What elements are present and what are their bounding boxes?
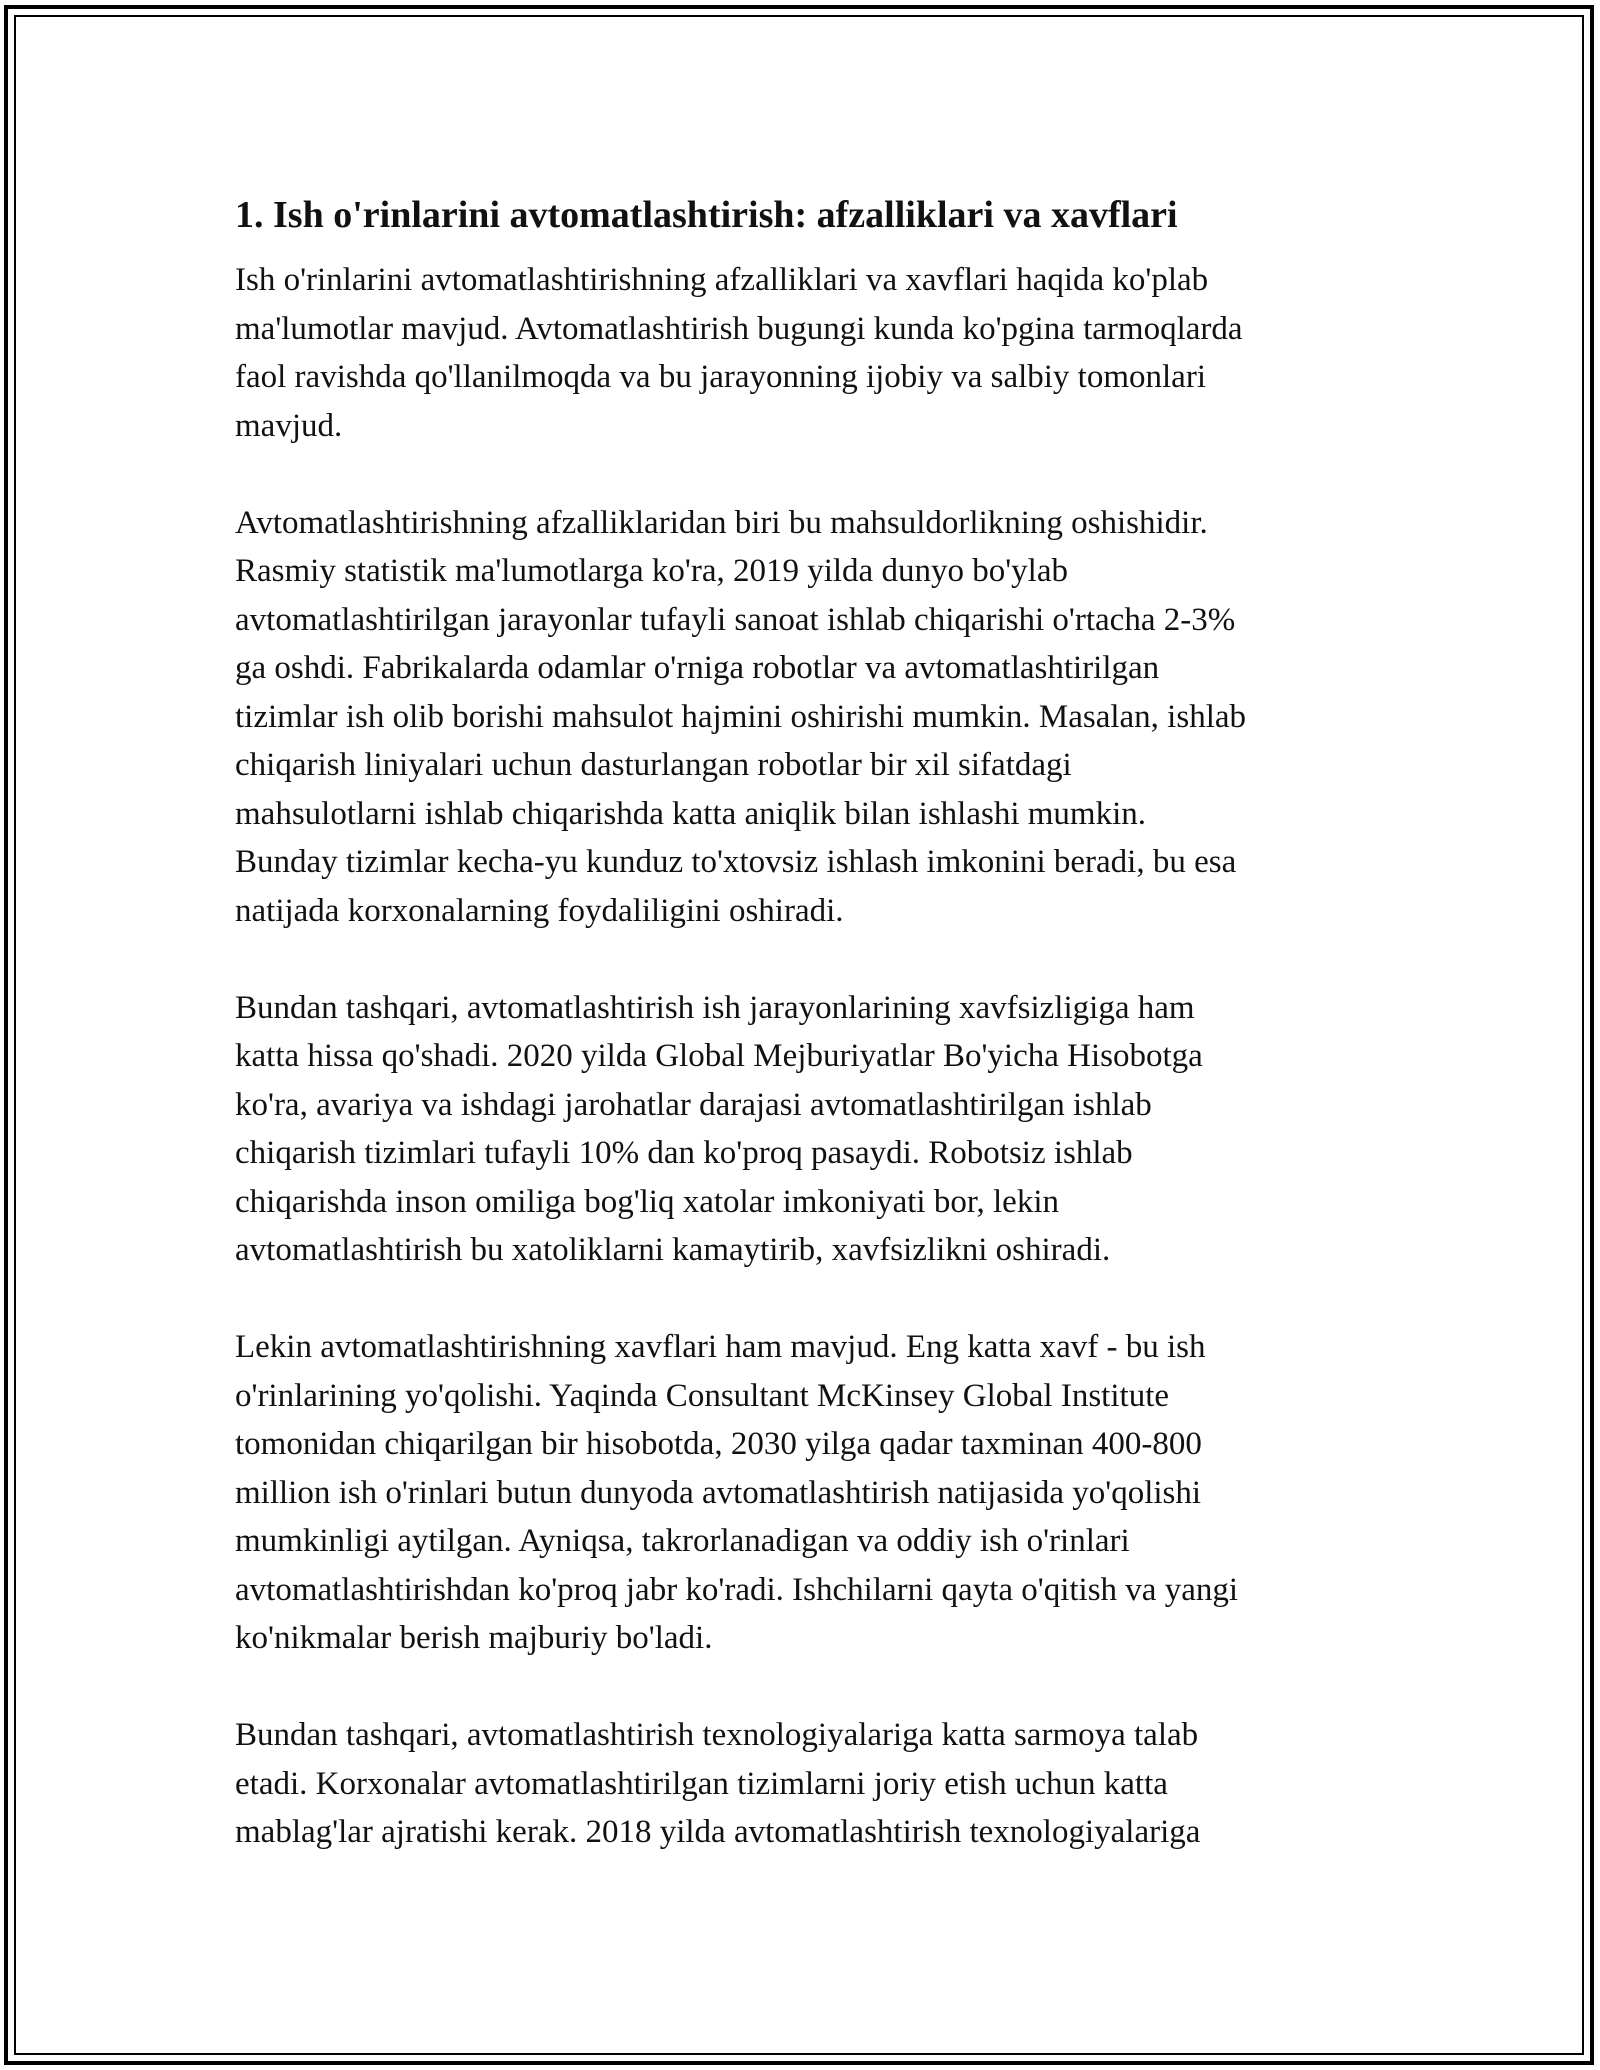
text-line: faol ravishda qo'llanilmoqda va bu jarayonning ijobiy va salbiy tomonlari bbox=[235, 359, 1206, 395]
text-line: Bunday tizimlar kecha-yu kunduz to'xtovsiz ishlash imkonini beradi, bu esa bbox=[235, 844, 1237, 880]
paragraph-safety bbox=[235, 984, 1375, 1275]
text-line: mavjud. bbox=[235, 407, 343, 444]
text-line: ko'ra, avariya va ishdagi jarohatlar darajasi avtomatlashtirilgan ishlab bbox=[235, 1086, 1152, 1123]
document-body bbox=[235, 190, 1375, 1905]
text-line: Avtomatlashtirishning afzalliklaridan biri bu mahsuldorlikning oshishidir. bbox=[235, 504, 1208, 541]
text-line: avtomatlashtirish bu xatoliklarni kamaytirib, xavfsizlikni oshiradi. bbox=[235, 1232, 1111, 1268]
text-line: ga oshdi. Fabrikalarda odamlar o'rniga robotlar va avtomatlashtirilgan bbox=[235, 650, 1160, 686]
text-line: chiqarish liniyalari uchun dasturlangan robotlar bir xil sifatdagi bbox=[235, 747, 1072, 783]
text-line: tomonidan chiqarilgan bir hisobotda, 2030 yilga qadar taxminan 400-800 bbox=[235, 1426, 1202, 1462]
text-line: mablag'lar ajratishi kerak. 2018 yilda avtomatlashtirish texnologiyalariga bbox=[235, 1814, 1201, 1850]
text-line: avtomatlashtirilgan jarayonlar tufayli sanoat ishlab chiqarishi o'rtacha 2-3% bbox=[235, 601, 1236, 638]
paragraph-investment bbox=[235, 1711, 1375, 1857]
text-line: Rasmiy statistik ma'lumotlarga ko'ra, 2019 yilda dunyo bo'ylab bbox=[235, 553, 1068, 589]
text-line: million ish o'rinlari butun dunyoda avtomatlashtirish natijasida yo'qolishi bbox=[235, 1474, 1202, 1511]
text-line: Bundan tashqari, avtomatlashtirish texnologiyalariga katta sarmoya talab bbox=[235, 1717, 1199, 1753]
text-line: natijada korxonalarning foydaliligini oshiradi. bbox=[235, 892, 844, 929]
text-line: Lekin avtomatlashtirishning xavflari ham mavjud. Eng katta xavf - bu ish bbox=[235, 1329, 1206, 1365]
text-line: ko'nikmalar berish majburiy bo'ladi. bbox=[235, 1620, 713, 1656]
text-line: ma'lumotlar mavjud. Avtomatlashtirish bugungi kunda ko'pgina tarmoqlarda bbox=[235, 310, 1243, 347]
paragraph-risks bbox=[235, 1323, 1375, 1663]
text-line: Bundan tashqari, avtomatlashtirish ish jarayonlarining xavfsizligiga ham bbox=[235, 989, 1195, 1026]
text-line: katta hissa qo'shadi. 2020 yilda Global Mejburiyatlar Bo'yicha Hisobotga bbox=[235, 1038, 1203, 1074]
text-line: mumkinligi aytilgan. Ayniqsa, takrorlanadigan va oddiy ish o'rinlari bbox=[235, 1523, 1130, 1559]
text-line: Ish o'rinlarini avtomatlashtirishning afzalliklari va xavflari haqida ko'plab bbox=[235, 262, 1209, 298]
text-line: chiqarish tizimlari tufayli 10% dan ko'proq pasaydi. Robotsiz ishlab bbox=[235, 1135, 1133, 1171]
text-line: chiqarishda inson omiliga bog'liq xatolar imkoniyati bor, lekin bbox=[235, 1183, 1059, 1220]
text-line: avtomatlashtirishdan ko'proq jabr ko'radi. Ishchilarni qayta o'qitish va yangi bbox=[235, 1571, 1239, 1608]
paragraph-intro bbox=[235, 256, 1375, 450]
text-line: tizimlar ish olib borishi mahsulot hajmini oshirishi mumkin. Masalan, ishlab bbox=[235, 698, 1247, 735]
paragraph-productivity bbox=[235, 499, 1375, 936]
text-line: etadi. Korxonalar avtomatlashtirilgan tizimlarni joriy etish uchun katta bbox=[235, 1765, 1168, 1802]
text-line: o'rinlarining yo'qolishi. Yaqinda Consultant McKinsey Global Institute bbox=[235, 1377, 1170, 1414]
text-line: mahsulotlarni ishlab chiqarishda katta aniqlik bilan ishlashi mumkin. bbox=[235, 795, 1147, 832]
section-heading: 1. Ish o'rinlarini avtomatlashtirish: afzalliklari va xavflari bbox=[235, 194, 1178, 236]
